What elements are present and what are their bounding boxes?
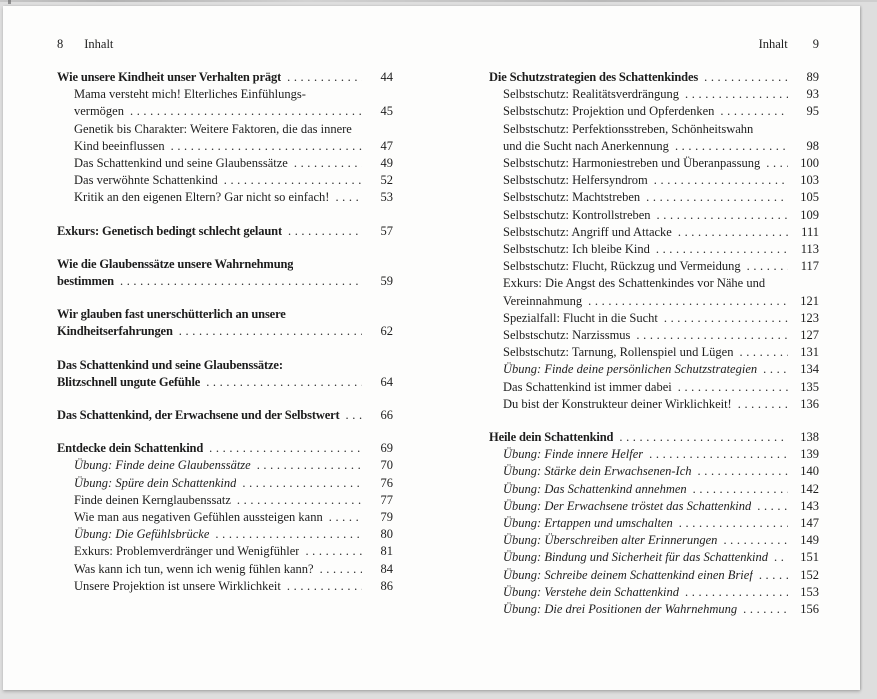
dot-leader (747, 258, 788, 275)
toc-entry-line (489, 601, 819, 618)
toc-entry-title: Selbstschutz: Machtstreben (503, 190, 641, 205)
dot-leader (698, 463, 789, 480)
toc-page-number: 135 (800, 379, 819, 394)
toc-entry-title: Übung: Schreibe deinem Schattenkind einen Brief (503, 567, 753, 582)
dot-leader (656, 241, 788, 258)
toc-entry-title: Kritik an den eigenen Eltern? Gar nicht so einfach! (74, 190, 330, 205)
toc-entry (489, 275, 819, 309)
dot-leader (679, 515, 788, 532)
toc-entry-line (489, 275, 819, 292)
toc-page-number: 142 (800, 481, 819, 496)
toc-entry-line (57, 86, 393, 103)
dot-leader (206, 374, 362, 391)
toc-entry-line (57, 69, 393, 86)
toc-entry-line (489, 189, 819, 206)
toc-entry-title: Übung: Bindung und Sicherheit für das Schattenkind (503, 550, 769, 565)
toc-entry (489, 515, 819, 532)
toc-entry (57, 561, 393, 578)
dot-leader (693, 481, 788, 498)
toc-entry (489, 481, 819, 498)
toc-entry (489, 567, 819, 584)
toc-entry-title: Du bist der Konstrukteur deiner Wirklichkeit! (503, 396, 732, 411)
toc-page-number: 136 (800, 396, 819, 411)
toc-entry (489, 241, 819, 258)
toc-entry-title: Das Schattenkind ist immer dabei (503, 379, 672, 394)
toc-entry-line (489, 361, 819, 378)
running-head-right (759, 36, 819, 53)
toc-entry-title: Übung: Finde deine persönlichen Schutzstrategien (503, 362, 758, 377)
toc-entry-title: Selbstschutz: Helfersyndrom (503, 173, 648, 188)
toc-entry-title: Selbstschutz: Flucht, Rückzug und Vermeidung (503, 259, 741, 274)
toc-entry-title: und die Sucht nach Anerkennung (503, 138, 669, 153)
dot-leader (757, 498, 788, 515)
toc-entry (57, 172, 393, 189)
toc-entry-title: Übung: Ertappen und umschalten (503, 516, 673, 531)
toc-entry-line (489, 241, 819, 258)
dot-leader (723, 532, 788, 549)
toc-page-number: 134 (800, 362, 819, 377)
toc-entry-line (489, 69, 819, 86)
toc-page-number: 123 (800, 310, 819, 325)
toc-entry (489, 344, 819, 361)
toc-entry-line (57, 273, 393, 290)
dot-leader (759, 567, 788, 584)
toc-page-number: 138 (800, 430, 819, 445)
running-head-label: Inhalt (758, 37, 788, 51)
toc-page-number: 109 (800, 207, 819, 222)
dot-leader (675, 138, 788, 155)
toc-entry-line (57, 121, 393, 138)
toc-entry-title: Selbstschutz: Angriff und Attacke (503, 224, 672, 239)
toc-entry-line (489, 515, 819, 532)
dot-leader (209, 440, 362, 457)
toc-entry (489, 584, 819, 601)
dot-leader (664, 310, 788, 327)
dot-leader (120, 273, 362, 290)
toc-entry-line (489, 224, 819, 241)
toc-entry (57, 86, 393, 120)
dot-leader (329, 509, 362, 526)
toc-entry-title: Selbstschutz: Ich bleibe Kind (503, 242, 650, 257)
running-head-label: Inhalt (84, 37, 114, 51)
toc-entry-title: Exkurs: Genetisch bedingt schlecht gelaunt (57, 223, 282, 238)
toc-entry (489, 121, 819, 155)
toc-entry-line (489, 172, 819, 189)
dot-leader (678, 224, 788, 241)
toc-entry-line (57, 561, 393, 578)
toc-entry-title: Das Schattenkind und seine Glaubenssätze: (57, 357, 283, 372)
dot-leader (237, 492, 362, 509)
toc-page-number: 69 (380, 441, 393, 456)
toc-entry-line (489, 396, 819, 413)
toc-page-number: 147 (800, 516, 819, 531)
running-head-left (57, 36, 113, 53)
toc-entry (489, 396, 819, 413)
toc-page-number: 76 (380, 475, 393, 490)
toc-page-number: 45 (380, 104, 393, 119)
toc-entry (489, 532, 819, 549)
dot-leader (763, 361, 788, 378)
toc-entry-title: Übung: Finde deine Glaubenssätze (74, 458, 251, 473)
toc-page-number: 66 (380, 408, 393, 423)
toc-entry (489, 103, 819, 120)
toc-entry (57, 69, 393, 86)
dot-leader (649, 446, 788, 463)
toc-page-number: 62 (380, 324, 393, 339)
dot-leader (654, 172, 788, 189)
toc-entry-line (489, 207, 819, 224)
toc-page-number: 140 (800, 464, 819, 479)
toc-entry (57, 492, 393, 509)
toc-entry-title: Übung: Spüre dein Schattenkind (74, 475, 237, 490)
toc-entry-title: Die Schutzstrategien des Schattenkindes (489, 70, 699, 84)
toc-page-number: 93 (806, 87, 819, 102)
toc-entry-title: Heile dein Schattenkind (489, 430, 614, 445)
toc-column-left (57, 69, 393, 595)
toc-entry-title: Exkurs: Problemverdränger und Wenigfühler (74, 544, 300, 559)
toc-entry-line (57, 407, 393, 424)
toc-entry-line (489, 344, 819, 361)
toc-entry (57, 509, 393, 526)
toc-page-number: 111 (801, 224, 819, 239)
toc-entry-title: Selbstschutz: Narzissmus (503, 328, 631, 343)
toc-entry (57, 155, 393, 172)
dot-leader (738, 396, 788, 413)
dot-leader (766, 155, 788, 172)
toc-entry (57, 475, 393, 492)
toc-entry-line (489, 532, 819, 549)
toc-entry-line (57, 357, 393, 374)
toc-entry (57, 440, 393, 457)
toc-entry-line (57, 509, 393, 526)
toc-entry (489, 463, 819, 480)
dot-leader (720, 103, 788, 120)
page-number-left: 8 (57, 37, 64, 51)
toc-entry-line (57, 543, 393, 560)
toc-page-number: 53 (380, 190, 393, 205)
toc-column-right (489, 69, 819, 618)
dot-leader (646, 189, 788, 206)
toc-entry-title: Übung: Die Gefühlsbrücke (74, 527, 210, 542)
toc-entry-title: Übung: Finde innere Helfer (503, 447, 644, 462)
toc-entry-line (57, 155, 393, 172)
dot-leader (743, 601, 788, 618)
toc-entry-line (57, 440, 393, 457)
toc-entry (489, 379, 819, 396)
toc-page-number: 151 (800, 550, 819, 565)
toc-entry (57, 223, 393, 240)
toc-entry-line (57, 172, 393, 189)
toc-entry (489, 224, 819, 241)
dot-leader (685, 86, 788, 103)
toc-entry-line (57, 223, 393, 240)
dot-leader (287, 69, 362, 86)
toc-entry (489, 361, 819, 378)
toc-page-number: 143 (800, 498, 819, 513)
toc-entry-line (489, 258, 819, 275)
toc-entry-title: Das Schattenkind und seine Glaubenssätze (74, 156, 288, 171)
toc-entry (57, 357, 393, 391)
toc-page-number: 47 (380, 138, 393, 153)
toc-entry-line (489, 446, 819, 463)
toc-entry (489, 429, 819, 446)
toc-entry-title: Das verwöhnte Schattenkind (74, 173, 218, 188)
toc-entry-line (489, 310, 819, 327)
toc-entry-title: Selbstschutz: Harmoniestreben und Überanpassung (503, 156, 761, 171)
toc-page-number: 86 (380, 578, 393, 593)
toc-page-number: 105 (800, 190, 819, 205)
toc-page-number: 156 (800, 602, 819, 617)
toc-entry-title: Übung: Das Schattenkind annehmen (503, 481, 687, 496)
toc-entry-title: Was kann ich tun, wenn ich wenig fühlen kann? (74, 561, 314, 576)
dot-leader (215, 526, 362, 543)
toc-entry-title: Spezialfall: Flucht in die Sucht (503, 310, 658, 325)
toc-page-number: 98 (806, 138, 819, 153)
toc-page-number: 81 (380, 544, 393, 559)
dot-leader (130, 103, 362, 120)
toc-entry-title: Blitzschnell ungute Gefühle (57, 374, 201, 389)
toc-page-number: 49 (380, 156, 393, 171)
dot-leader (657, 207, 788, 224)
toc-entry-line (489, 138, 819, 155)
toc-entry-title: Wie die Glaubenssätze unsere Wahrnehmung (57, 256, 294, 271)
toc-entry-title: Vereinnahmung (503, 293, 583, 308)
toc-entry-line (57, 492, 393, 509)
toc-entry-line (489, 327, 819, 344)
toc-entry-title: Kindheitserfahrungen (57, 324, 173, 339)
toc-entry-line (489, 293, 819, 310)
toc-entry-title: Selbstschutz: Tarnung, Rollenspiel und Lügen (503, 345, 734, 360)
toc-page-number: 80 (380, 527, 393, 542)
toc-entry-title: Entdecke dein Schattenkind (57, 441, 204, 456)
toc-entry-line (57, 526, 393, 543)
toc-entry-line (57, 578, 393, 595)
toc-entry-title: Wir glauben fast unerschütterlich an unsere (57, 307, 286, 322)
dot-leader (335, 189, 362, 206)
toc-page-number: 127 (800, 328, 819, 343)
toc-entry-title: Wie man aus negativen Gefühlen aussteigen kann (74, 510, 323, 525)
toc-entry (57, 256, 393, 290)
toc-entry-line (489, 103, 819, 120)
toc-entry (489, 155, 819, 172)
toc-entry-line (489, 121, 819, 138)
toc-entry (489, 207, 819, 224)
dot-leader (171, 138, 362, 155)
toc-page-number: 139 (800, 447, 819, 462)
toc-entry-title: Kind beeinflussen (74, 138, 165, 153)
toc-page-number: 44 (380, 70, 393, 84)
toc-entry-title: Übung: Die drei Positionen der Wahrnehmung (503, 602, 738, 617)
toc-entry-line (57, 457, 393, 474)
dot-leader (739, 344, 788, 361)
toc-entry (489, 446, 819, 463)
toc-entry-title: Mama versteht mich! Elterliches Einfühlungs- (74, 87, 306, 102)
toc-entry-line (489, 481, 819, 498)
toc-entry-title: Das Schattenkind, der Erwachsene und der Selbstwert (57, 408, 340, 423)
toc-entry-title: Wie unsere Kindheit unser Verhalten prägt (57, 70, 282, 84)
toc-entry-title: Übung: Der Erwachsene tröstet das Schattenkind (503, 498, 752, 513)
dot-leader (224, 172, 362, 189)
dot-leader (257, 457, 362, 474)
toc-page-number: 84 (380, 561, 393, 576)
book-spread (3, 6, 860, 690)
toc-entry-title: Finde deinen Kernglaubenssatz (74, 492, 231, 507)
dot-leader (179, 323, 362, 340)
toc-entry-title: vermögen (74, 104, 124, 119)
dot-leader (346, 407, 362, 424)
dot-leader (636, 327, 788, 344)
toc-page-number: 131 (800, 345, 819, 360)
toc-entry (489, 172, 819, 189)
toc-entry-title: bestimmen (57, 274, 114, 289)
toc-page-number: 152 (800, 567, 819, 582)
toc-page-number: 100 (800, 156, 819, 171)
toc-entry-line (57, 374, 393, 391)
toc-entry-title: Unsere Projektion ist unsere Wirklichkeit (74, 578, 281, 593)
toc-page-number: 153 (800, 584, 819, 599)
toc-entry-title: Exkurs: Die Angst des Schattenkindes vor Nähe und (503, 276, 766, 291)
toc-entry-line (57, 306, 393, 323)
toc-page-number: 149 (800, 533, 819, 548)
toc-page-number: 89 (806, 70, 819, 84)
toc-entry-line (57, 138, 393, 155)
toc-entry (489, 69, 819, 86)
dot-leader (287, 578, 362, 595)
dot-leader (704, 69, 788, 86)
toc-entry (489, 601, 819, 618)
dot-leader (619, 429, 788, 446)
toc-entry (57, 457, 393, 474)
toc-entry-title: Selbstschutz: Perfektionsstreben, Schönheitswahn (503, 121, 754, 136)
toc-page-number: 121 (800, 293, 819, 308)
toc-entry-line (489, 498, 819, 515)
dot-leader (288, 223, 362, 240)
toc-entry (489, 86, 819, 103)
dot-leader (294, 155, 362, 172)
toc-entry-title: Selbstschutz: Kontrollstreben (503, 207, 651, 222)
toc-entry-line (489, 429, 819, 446)
toc-entry-line (57, 189, 393, 206)
toc-page-number: 103 (800, 173, 819, 188)
toc-entry (489, 189, 819, 206)
toc-entry-line (489, 584, 819, 601)
dot-leader (685, 584, 788, 601)
toc-entry (57, 578, 393, 595)
toc-entry-title: Genetik bis Charakter: Weitere Faktoren, die das innere (74, 121, 352, 136)
page-number-right: 9 (812, 37, 819, 51)
dot-leader (320, 561, 362, 578)
toc-page-number: 95 (806, 104, 819, 119)
toc-entry (57, 189, 393, 206)
toc-entry-title: Übung: Stärke dein Erwachsenen-Ich (503, 464, 692, 479)
toc-entry-line (489, 567, 819, 584)
toc-entry-title: Übung: Überschreiben alter Erinnerungen (503, 533, 718, 548)
toc-entry (489, 327, 819, 344)
toc-entry-title: Selbstschutz: Projektion und Opferdenken (503, 104, 715, 119)
toc-entry (57, 407, 393, 424)
toc-entry (489, 549, 819, 566)
toc-page-number: 70 (380, 458, 393, 473)
toc-entry-line (489, 379, 819, 396)
toc-page-number: 117 (800, 259, 819, 274)
toc-entry-line (489, 463, 819, 480)
toc-entry-title: Übung: Verstehe dein Schattenkind (503, 584, 679, 599)
toc-entry-line (57, 256, 393, 273)
dot-leader (305, 543, 362, 560)
toc-entry-line (489, 155, 819, 172)
toc-page-number: 113 (800, 242, 819, 257)
toc-entry-line (57, 475, 393, 492)
toc-entry (57, 526, 393, 543)
toc-entry (57, 306, 393, 340)
toc-entry-line (57, 103, 393, 120)
toc-page-number: 59 (380, 274, 393, 289)
toc-entry-line (489, 549, 819, 566)
toc-entry (489, 498, 819, 515)
toc-page-number: 79 (380, 510, 393, 525)
dot-leader (242, 475, 362, 492)
toc-entry (489, 258, 819, 275)
dot-leader (678, 379, 788, 396)
toc-entry-line (57, 323, 393, 340)
scan-artifact (8, 0, 11, 4)
toc-entry (489, 310, 819, 327)
dot-leader (774, 549, 788, 566)
toc-entry-title: Selbstschutz: Realitätsverdrängung (503, 87, 680, 102)
toc-page-number: 52 (380, 173, 393, 188)
toc-page-number: 57 (380, 223, 393, 238)
toc-page-number: 64 (380, 374, 393, 389)
dot-leader (588, 293, 788, 310)
toc-entry (57, 543, 393, 560)
toc-page-number: 77 (380, 492, 393, 507)
toc-entry-line (489, 86, 819, 103)
toc-entry (57, 121, 393, 155)
